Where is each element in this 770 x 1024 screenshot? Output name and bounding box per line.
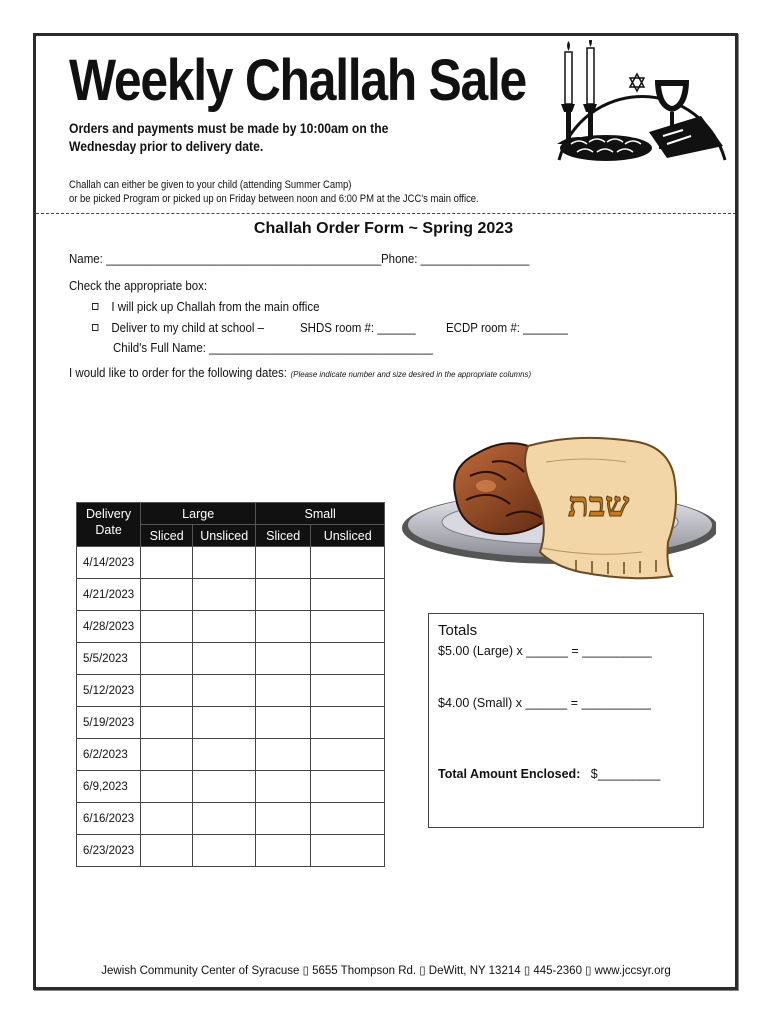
pickup-info — [69, 178, 479, 206]
totals-heading: Totals — [438, 622, 478, 639]
small-unsliced-cell[interactable] — [311, 803, 385, 835]
info-line-1: Challah can either be given to your child (attending Summer Camp) — [69, 179, 352, 191]
table-row — [77, 739, 385, 771]
pickup-option-label: I will pick up Challah from the main office — [111, 300, 320, 314]
large-sliced-cell[interactable] — [141, 803, 193, 835]
table-row — [77, 611, 385, 643]
small-sliced-cell[interactable] — [256, 707, 311, 739]
large-unsliced-cell[interactable] — [193, 611, 256, 643]
large-sliced-cell[interactable] — [141, 675, 193, 707]
table-row — [77, 771, 385, 803]
table-row — [77, 547, 385, 579]
table-row — [77, 835, 385, 867]
large-sliced-cell[interactable] — [141, 771, 193, 803]
large-unsliced-cell[interactable] — [193, 803, 256, 835]
deadline-line-1: Orders and payments must be made by 10:00am on the — [69, 121, 389, 136]
check-instruction: Check the appropriate box: — [69, 279, 208, 293]
large-sliced-cell[interactable] — [141, 739, 193, 771]
flyer-page — [33, 33, 738, 990]
table-row — [77, 803, 385, 835]
col-group-small: Small — [256, 503, 385, 525]
child-name-field[interactable]: Child's Full Name: ___________________________________ — [113, 341, 434, 355]
date-cell: 4/28/2023 — [77, 611, 141, 643]
small-unsliced-cell[interactable] — [311, 579, 385, 611]
pickup-option[interactable] — [92, 300, 319, 314]
small-sliced-cell[interactable] — [256, 771, 311, 803]
col-group-large: Large — [141, 503, 256, 525]
large-unsliced-cell[interactable] — [193, 835, 256, 867]
large-unsliced-cell[interactable] — [193, 739, 256, 771]
large-total-line[interactable]: $5.00 (Large) x ______ = __________ — [438, 644, 652, 658]
large-unsliced-cell[interactable] — [193, 579, 256, 611]
order-dates-label: I would like to order for the following dates: — [69, 366, 287, 380]
large-sliced-cell[interactable] — [141, 707, 193, 739]
date-cell: 5/12/2023 — [77, 675, 141, 707]
order-table — [76, 502, 385, 867]
date-cell: 4/14/2023 — [77, 547, 141, 579]
small-sliced-cell[interactable] — [256, 547, 311, 579]
small-unsliced-cell[interactable] — [311, 707, 385, 739]
date-cell: 6/2/2023 — [77, 739, 141, 771]
small-unsliced-cell[interactable] — [311, 611, 385, 643]
large-sliced-cell[interactable] — [141, 611, 193, 643]
small-unsliced-cell[interactable] — [311, 835, 385, 867]
challah-plate-illustration — [396, 428, 716, 584]
small-unsliced-cell[interactable] — [311, 739, 385, 771]
table-row — [77, 643, 385, 675]
date-cell: 6/23/2023 — [77, 835, 141, 867]
table-row — [77, 675, 385, 707]
total-enclosed-label: Total Amount Enclosed: — [438, 767, 581, 781]
date-cell: 5/5/2023 — [77, 643, 141, 675]
small-sliced-cell[interactable] — [256, 803, 311, 835]
order-deadline-notice — [69, 120, 388, 156]
col-small-sliced: Sliced — [256, 525, 311, 547]
small-total-line[interactable]: $4.00 (Small) x ______ = __________ — [438, 696, 652, 710]
large-sliced-cell[interactable] — [141, 547, 193, 579]
date-cell: 6/16/2023 — [77, 803, 141, 835]
large-sliced-cell[interactable] — [141, 835, 193, 867]
small-unsliced-cell[interactable] — [311, 643, 385, 675]
shabbat-candles-illustration — [551, 40, 731, 162]
col-small-unsliced: Unsliced — [311, 525, 385, 547]
large-unsliced-cell[interactable] — [193, 547, 256, 579]
order-dates-instruction — [69, 366, 531, 380]
col-delivery-date-line1: Delivery — [86, 507, 132, 521]
large-unsliced-cell[interactable] — [193, 643, 256, 675]
order-dates-note: (Please indicate number and size desired in the appropriate columns) — [290, 369, 532, 379]
footer-contact: Jewish Community Center of Syracuse ▯ 5655 Thompson Rd. ▯ DeWitt, NY 13214 ▯ 445-2360 ▯ www.jccsyr.org — [101, 965, 671, 977]
deliver-option[interactable] — [92, 321, 264, 335]
col-large-sliced: Sliced — [141, 525, 193, 547]
large-unsliced-cell[interactable] — [193, 675, 256, 707]
totals-box — [428, 613, 704, 828]
small-sliced-cell[interactable] — [256, 579, 311, 611]
date-cell: 4/21/2023 — [77, 579, 141, 611]
small-sliced-cell[interactable] — [256, 739, 311, 771]
shabbat-cover-text: שבת — [568, 485, 630, 525]
deliver-checkbox[interactable] — [92, 324, 98, 331]
large-sliced-cell[interactable] — [141, 643, 193, 675]
col-large-unsliced: Unsliced — [193, 525, 256, 547]
shds-room-field[interactable]: SHDS room #: ______ — [300, 321, 416, 335]
page-title: Weekly Challah Sale — [69, 48, 526, 113]
small-sliced-cell[interactable] — [256, 611, 311, 643]
phone-field[interactable]: Phone: _________________ — [381, 252, 530, 266]
small-sliced-cell[interactable] — [256, 675, 311, 707]
info-line-2: or be picked Program or picked up on Friday between noon and 6:00 PM at the JCC's main office. — [69, 193, 479, 205]
total-enclosed-line[interactable] — [438, 767, 660, 781]
small-sliced-cell[interactable] — [256, 835, 311, 867]
date-cell: 6/9,2023 — [77, 771, 141, 803]
name-field[interactable]: Name: ___________________________________________ — [69, 252, 382, 266]
date-cell: 5/19/2023 — [77, 707, 141, 739]
large-unsliced-cell[interactable] — [193, 771, 256, 803]
total-enclosed-blank[interactable]: $_________ — [590, 767, 661, 781]
table-row — [77, 707, 385, 739]
large-sliced-cell[interactable] — [141, 579, 193, 611]
ecdp-room-field[interactable]: ECDP room #: _______ — [446, 321, 568, 335]
small-unsliced-cell[interactable] — [311, 771, 385, 803]
pickup-checkbox[interactable] — [92, 303, 98, 310]
small-unsliced-cell[interactable] — [311, 547, 385, 579]
small-sliced-cell[interactable] — [256, 643, 311, 675]
form-title: Challah Order Form ~ Spring 2023 — [253, 220, 514, 237]
large-unsliced-cell[interactable] — [193, 707, 256, 739]
cut-line-divider — [36, 213, 738, 214]
col-delivery-date-line2: Date — [95, 523, 122, 537]
deadline-line-2: Wednesday prior to delivery date. — [69, 139, 264, 154]
order-table-body — [77, 547, 385, 867]
table-row — [77, 579, 385, 611]
deliver-option-label: Deliver to my child at school – — [111, 321, 265, 335]
small-unsliced-cell[interactable] — [311, 675, 385, 707]
col-delivery-date — [77, 503, 141, 547]
